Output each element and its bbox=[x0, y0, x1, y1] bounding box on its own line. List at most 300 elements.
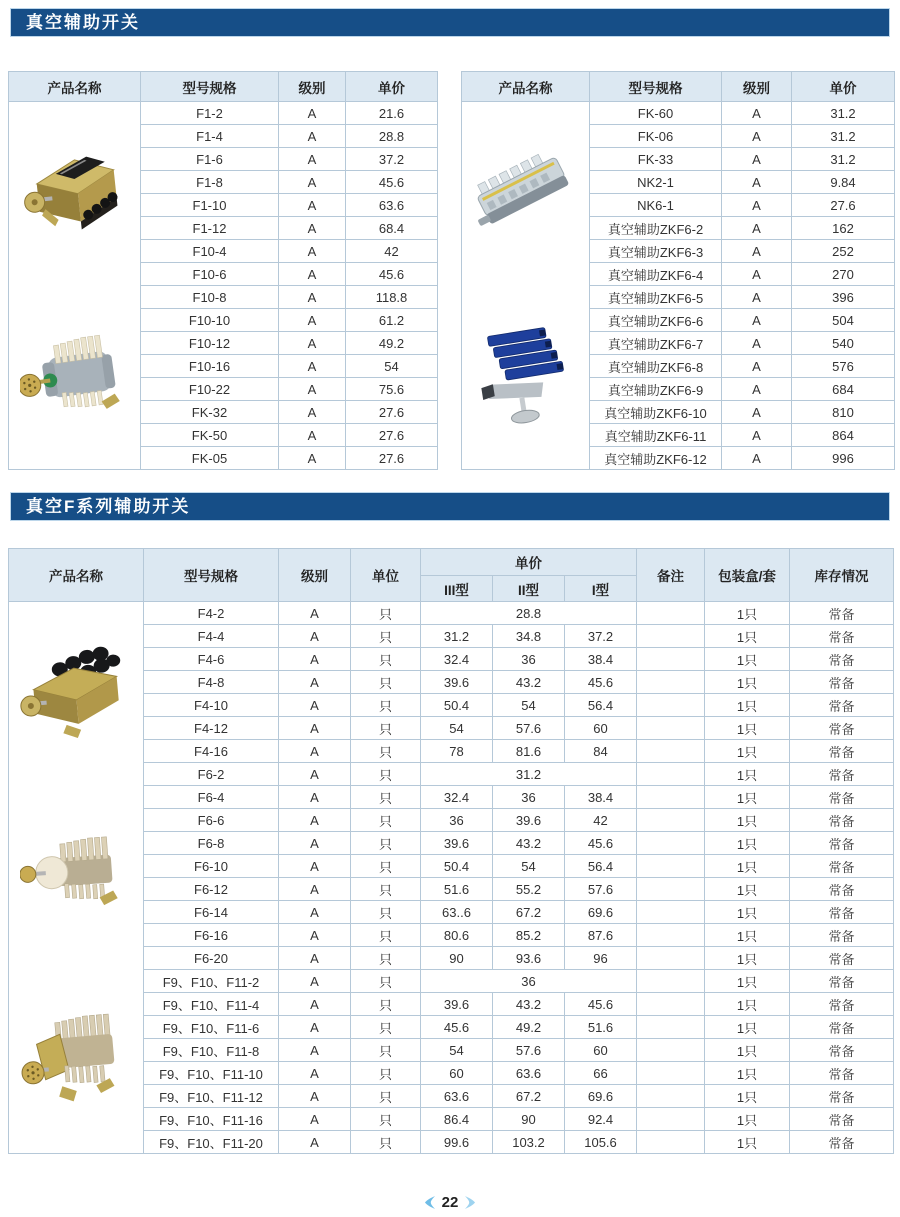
cell-price-type-ii: 43.2 bbox=[493, 832, 565, 855]
cell-grade: A bbox=[722, 217, 792, 240]
cell-price-type-ii: 36 bbox=[493, 786, 565, 809]
f1-series-switch-photo bbox=[22, 144, 128, 244]
cell-note bbox=[637, 809, 705, 832]
cell-note bbox=[637, 1062, 705, 1085]
cell-price-type-iii: 63..6 bbox=[421, 901, 493, 924]
cell-grade: A bbox=[722, 102, 792, 125]
cell-price-type-i: 69.6 bbox=[565, 901, 637, 924]
cell-grade: A bbox=[279, 763, 351, 786]
cell-note bbox=[637, 924, 705, 947]
cell-unit: 只 bbox=[351, 970, 421, 993]
cell-price-type-ii: 43.2 bbox=[493, 993, 565, 1016]
cell-note bbox=[637, 763, 705, 786]
col-header-note: 备注 bbox=[637, 549, 705, 602]
cell-pack: 1只 bbox=[705, 901, 790, 924]
cell-model: F1-12 bbox=[141, 217, 279, 240]
cell-model: F9、F10、F11-6 bbox=[144, 1016, 279, 1039]
cell-note bbox=[637, 832, 705, 855]
cell-model: F4-2 bbox=[144, 602, 279, 625]
cell-price-type-i: 37.2 bbox=[565, 625, 637, 648]
cell-price: 118.8 bbox=[346, 286, 438, 309]
section2-title-bar bbox=[10, 492, 890, 521]
cell-price: 162 bbox=[792, 217, 895, 240]
cell-grade: A bbox=[279, 878, 351, 901]
cell-grade: A bbox=[722, 309, 792, 332]
cell-price-type-ii: 81.6 bbox=[493, 740, 565, 763]
cell-unit: 只 bbox=[351, 832, 421, 855]
cell-price-type-iii: 39.6 bbox=[421, 993, 493, 1016]
cell-note bbox=[637, 648, 705, 671]
cell-grade: A bbox=[722, 401, 792, 424]
cell-grade: A bbox=[279, 447, 346, 470]
section1-title: 真空辅助开关 bbox=[26, 13, 140, 32]
cell-unit: 只 bbox=[351, 1131, 421, 1154]
cell-price-type-iii: 78 bbox=[421, 740, 493, 763]
product-photo-cell bbox=[9, 102, 141, 470]
cell-grade: A bbox=[279, 1016, 351, 1039]
cell-stock: 常备 bbox=[790, 1016, 894, 1039]
cell-price-type-ii: 54 bbox=[493, 855, 565, 878]
product-photo-stack bbox=[9, 602, 143, 1153]
cell-stock: 常备 bbox=[790, 878, 894, 901]
cell-price: 63.6 bbox=[346, 194, 438, 217]
cell-model: F4-10 bbox=[144, 694, 279, 717]
cell-price-type-i: 56.4 bbox=[565, 855, 637, 878]
cell-price-type-i: 38.4 bbox=[565, 786, 637, 809]
cell-stock: 常备 bbox=[790, 786, 894, 809]
cell-grade: A bbox=[279, 970, 351, 993]
cell-model: F6-16 bbox=[144, 924, 279, 947]
cell-grade: A bbox=[279, 240, 346, 263]
cell-price: 54 bbox=[346, 355, 438, 378]
cell-grade: A bbox=[279, 740, 351, 763]
cell-pack: 1只 bbox=[705, 1039, 790, 1062]
cell-pack: 1只 bbox=[705, 993, 790, 1016]
cell-model: F6-4 bbox=[144, 786, 279, 809]
cell-note bbox=[637, 901, 705, 924]
cell-stock: 常备 bbox=[790, 671, 894, 694]
cell-price: 576 bbox=[792, 355, 895, 378]
section1-tables bbox=[8, 71, 900, 470]
cell-model: F1-4 bbox=[141, 125, 279, 148]
section1-title-bar bbox=[10, 8, 890, 37]
cell-unit: 只 bbox=[351, 1085, 421, 1108]
cell-model: F10-8 bbox=[141, 286, 279, 309]
cell-model: 真空辅助ZKF6-4 bbox=[590, 263, 722, 286]
cell-price-type-iii: 54 bbox=[421, 717, 493, 740]
cell-unit: 只 bbox=[351, 901, 421, 924]
cell-price: 252 bbox=[792, 240, 895, 263]
cell-grade: A bbox=[279, 286, 346, 309]
cell-model: F9、F10、F11-20 bbox=[144, 1131, 279, 1154]
cell-pack: 1只 bbox=[705, 1016, 790, 1039]
col-header-type-iii: III型 bbox=[421, 576, 493, 602]
col-header-stock: 库存情况 bbox=[790, 549, 894, 602]
cell-stock: 常备 bbox=[790, 763, 894, 786]
cell-price: 27.6 bbox=[792, 194, 895, 217]
cell-model: F6-14 bbox=[144, 901, 279, 924]
cell-grade: A bbox=[722, 148, 792, 171]
cell-pack: 1只 bbox=[705, 648, 790, 671]
cell-grade: A bbox=[279, 855, 351, 878]
cell-model: F1-8 bbox=[141, 171, 279, 194]
cell-price-type-iii: 32.4 bbox=[421, 648, 493, 671]
cell-grade: A bbox=[279, 1062, 351, 1085]
cell-price: 45.6 bbox=[346, 263, 438, 286]
cell-model: F1-6 bbox=[141, 148, 279, 171]
cell-model: F6-20 bbox=[144, 947, 279, 970]
cell-price: 684 bbox=[792, 378, 895, 401]
cell-grade: A bbox=[279, 924, 351, 947]
cell-model: F1-10 bbox=[141, 194, 279, 217]
cell-grade: A bbox=[279, 947, 351, 970]
table-row bbox=[462, 102, 895, 125]
cell-price-type-i: 87.6 bbox=[565, 924, 637, 947]
cell-stock: 常备 bbox=[790, 970, 894, 993]
cell-price-merged: 31.2 bbox=[421, 763, 637, 786]
cell-unit: 只 bbox=[351, 717, 421, 740]
cell-price: 270 bbox=[792, 263, 895, 286]
cell-price-type-ii: 55.2 bbox=[493, 878, 565, 901]
cell-model: 真空辅助ZKF6-5 bbox=[590, 286, 722, 309]
cell-grade: A bbox=[279, 1039, 351, 1062]
cell-unit: 只 bbox=[351, 602, 421, 625]
table-row bbox=[9, 102, 438, 125]
cell-model: F10-6 bbox=[141, 263, 279, 286]
col-header-grade: 级别 bbox=[722, 72, 792, 102]
cell-pack: 1只 bbox=[705, 763, 790, 786]
cell-price-type-ii: 39.6 bbox=[493, 809, 565, 832]
cell-price: 75.6 bbox=[346, 378, 438, 401]
cell-model: 真空辅助ZKF6-7 bbox=[590, 332, 722, 355]
cell-stock: 常备 bbox=[790, 694, 894, 717]
cell-model: 真空辅助ZKF6-10 bbox=[590, 401, 722, 424]
cell-model: NK2-1 bbox=[590, 171, 722, 194]
cell-model: F6-6 bbox=[144, 809, 279, 832]
cell-price: 396 bbox=[792, 286, 895, 309]
cell-price-type-ii: 63.6 bbox=[493, 1062, 565, 1085]
cell-price-type-iii: 86.4 bbox=[421, 1108, 493, 1131]
cell-note bbox=[637, 694, 705, 717]
cell-price-type-i: 66 bbox=[565, 1062, 637, 1085]
cell-grade: A bbox=[279, 148, 346, 171]
cell-price-type-iii: 63.6 bbox=[421, 1085, 493, 1108]
cell-grade: A bbox=[279, 1108, 351, 1131]
cell-price: 31.2 bbox=[792, 125, 895, 148]
product-photo-stack bbox=[462, 102, 589, 469]
cell-unit: 只 bbox=[351, 993, 421, 1016]
f9-f10-f11-series-switch-photo bbox=[20, 1007, 132, 1111]
cell-pack: 1只 bbox=[705, 625, 790, 648]
cell-price-merged: 36 bbox=[421, 970, 637, 993]
cell-price-type-iii: 54 bbox=[421, 1039, 493, 1062]
cell-grade: A bbox=[279, 809, 351, 832]
cell-grade: A bbox=[722, 194, 792, 217]
cell-price-type-iii: 60 bbox=[421, 1062, 493, 1085]
cell-price-type-i: 45.6 bbox=[565, 993, 637, 1016]
cell-price-type-i: 56.4 bbox=[565, 694, 637, 717]
section1-right-table bbox=[461, 71, 895, 470]
cell-grade: A bbox=[279, 263, 346, 286]
cell-grade: A bbox=[279, 648, 351, 671]
cell-model: F9、F10、F11-16 bbox=[144, 1108, 279, 1131]
cell-price-type-ii: 49.2 bbox=[493, 1016, 565, 1039]
cell-price: 28.8 bbox=[346, 125, 438, 148]
cell-price-type-iii: 50.4 bbox=[421, 855, 493, 878]
cell-price-type-ii: 57.6 bbox=[493, 1039, 565, 1062]
col-header-pack: 包装盒/套 bbox=[705, 549, 790, 602]
cell-model: 真空辅助ZKF6-2 bbox=[590, 217, 722, 240]
cell-price-type-i: 42 bbox=[565, 809, 637, 832]
cell-pack: 1只 bbox=[705, 717, 790, 740]
cell-unit: 只 bbox=[351, 1016, 421, 1039]
cell-price-type-i: 96 bbox=[565, 947, 637, 970]
cell-grade: A bbox=[279, 694, 351, 717]
cell-grade: A bbox=[279, 378, 346, 401]
cell-price: 61.2 bbox=[346, 309, 438, 332]
cell-model: F4-16 bbox=[144, 740, 279, 763]
cell-price-type-ii: 43.2 bbox=[493, 671, 565, 694]
cell-model: FK-32 bbox=[141, 401, 279, 424]
cell-stock: 常备 bbox=[790, 855, 894, 878]
cell-pack: 1只 bbox=[705, 809, 790, 832]
cell-price-type-ii: 103.2 bbox=[493, 1131, 565, 1154]
cell-grade: A bbox=[279, 832, 351, 855]
cell-grade: A bbox=[279, 786, 351, 809]
cell-model: F9、F10、F11-10 bbox=[144, 1062, 279, 1085]
cell-grade: A bbox=[722, 332, 792, 355]
cell-grade: A bbox=[279, 401, 346, 424]
col-header-type-ii: II型 bbox=[493, 576, 565, 602]
cell-unit: 只 bbox=[351, 1062, 421, 1085]
cell-model: 真空辅助ZKF6-12 bbox=[590, 447, 722, 470]
cell-price: 540 bbox=[792, 332, 895, 355]
cell-model: F4-6 bbox=[144, 648, 279, 671]
cell-stock: 常备 bbox=[790, 1085, 894, 1108]
cell-stock: 常备 bbox=[790, 1131, 894, 1154]
cell-price-type-i: 60 bbox=[565, 717, 637, 740]
cell-price: 504 bbox=[792, 309, 895, 332]
cell-pack: 1只 bbox=[705, 1062, 790, 1085]
cell-pack: 1只 bbox=[705, 970, 790, 993]
section2-table bbox=[8, 548, 894, 1154]
cell-model: F10-16 bbox=[141, 355, 279, 378]
next-page-icon bbox=[463, 1195, 476, 1210]
cell-price-type-ii: 93.6 bbox=[493, 947, 565, 970]
cell-price-type-ii: 54 bbox=[493, 694, 565, 717]
cell-price: 49.2 bbox=[346, 332, 438, 355]
cell-stock: 常备 bbox=[790, 947, 894, 970]
cell-stock: 常备 bbox=[790, 901, 894, 924]
f4-series-switch-photo bbox=[20, 644, 132, 744]
cell-unit: 只 bbox=[351, 809, 421, 832]
product-photo-cell bbox=[9, 602, 144, 1154]
f10-series-switch-photo bbox=[20, 327, 130, 427]
cell-price-type-iii: 90 bbox=[421, 947, 493, 970]
cell-stock: 常备 bbox=[790, 602, 894, 625]
col-header-model-spec: 型号规格 bbox=[144, 549, 279, 602]
cell-model: 真空辅助ZKF6-11 bbox=[590, 424, 722, 447]
cell-pack: 1只 bbox=[705, 671, 790, 694]
cell-stock: 常备 bbox=[790, 625, 894, 648]
cell-price-type-iii: 51.6 bbox=[421, 878, 493, 901]
cell-grade: A bbox=[279, 125, 346, 148]
cell-model: F6-10 bbox=[144, 855, 279, 878]
cell-pack: 1只 bbox=[705, 832, 790, 855]
cell-model: F1-2 bbox=[141, 102, 279, 125]
cell-pack: 1只 bbox=[705, 855, 790, 878]
cell-stock: 常备 bbox=[790, 648, 894, 671]
cell-stock: 常备 bbox=[790, 832, 894, 855]
cell-price-type-iii: 39.6 bbox=[421, 832, 493, 855]
cell-price: 21.6 bbox=[346, 102, 438, 125]
cell-model: F6-2 bbox=[144, 763, 279, 786]
cell-model: F6-8 bbox=[144, 832, 279, 855]
cell-note bbox=[637, 717, 705, 740]
col-header-grade: 级别 bbox=[279, 549, 351, 602]
cell-model: 真空辅助ZKF6-9 bbox=[590, 378, 722, 401]
cell-model: NK6-1 bbox=[590, 194, 722, 217]
cell-note bbox=[637, 1108, 705, 1131]
cell-price: 31.2 bbox=[792, 148, 895, 171]
col-header-model-spec: 型号规格 bbox=[141, 72, 279, 102]
cell-note bbox=[637, 671, 705, 694]
cell-pack: 1只 bbox=[705, 947, 790, 970]
cell-pack: 1只 bbox=[705, 740, 790, 763]
cell-price-type-i: 45.6 bbox=[565, 671, 637, 694]
cell-grade: A bbox=[279, 102, 346, 125]
col-header-model-spec: 型号规格 bbox=[590, 72, 722, 102]
cell-price: 27.6 bbox=[346, 401, 438, 424]
cell-price-type-i: 92.4 bbox=[565, 1108, 637, 1131]
cell-pack: 1只 bbox=[705, 694, 790, 717]
col-header-unit: 单位 bbox=[351, 549, 421, 602]
cell-unit: 只 bbox=[351, 740, 421, 763]
col-header-unit-price-group: 单价 bbox=[421, 549, 637, 576]
cell-model: F10-10 bbox=[141, 309, 279, 332]
cell-model: FK-60 bbox=[590, 102, 722, 125]
cell-grade: A bbox=[722, 378, 792, 401]
cell-price: 37.2 bbox=[346, 148, 438, 171]
cell-note bbox=[637, 855, 705, 878]
f6-series-switch-photo bbox=[20, 827, 132, 923]
cell-unit: 只 bbox=[351, 878, 421, 901]
table-header-row bbox=[9, 549, 894, 576]
cell-note bbox=[637, 1131, 705, 1154]
cell-grade: A bbox=[722, 240, 792, 263]
cell-grade: A bbox=[279, 901, 351, 924]
cell-model: FK-33 bbox=[590, 148, 722, 171]
cell-stock: 常备 bbox=[790, 1108, 894, 1131]
section1-right-table-body bbox=[462, 102, 895, 470]
cell-model: 真空辅助ZKF6-3 bbox=[590, 240, 722, 263]
cell-grade: A bbox=[279, 1131, 351, 1154]
cell-stock: 常备 bbox=[790, 740, 894, 763]
product-photo-stack bbox=[9, 102, 140, 469]
table-header-row bbox=[9, 72, 438, 102]
cell-price: 9.84 bbox=[792, 171, 895, 194]
cell-price-type-i: 45.6 bbox=[565, 832, 637, 855]
col-header-unit-price: 单价 bbox=[346, 72, 438, 102]
cell-grade: A bbox=[279, 625, 351, 648]
cell-model: F4-12 bbox=[144, 717, 279, 740]
cell-model: FK-50 bbox=[141, 424, 279, 447]
cell-note bbox=[637, 602, 705, 625]
section1-left-table-body bbox=[9, 102, 438, 470]
cell-grade: A bbox=[722, 447, 792, 470]
fk-terminal-block-photo bbox=[470, 140, 582, 244]
cell-grade: A bbox=[722, 125, 792, 148]
cell-price: 864 bbox=[792, 424, 895, 447]
cell-price: 27.6 bbox=[346, 424, 438, 447]
cell-note bbox=[637, 970, 705, 993]
cell-price-type-iii: 39.6 bbox=[421, 671, 493, 694]
cell-note bbox=[637, 878, 705, 901]
col-header-grade: 级别 bbox=[279, 72, 346, 102]
cell-stock: 常备 bbox=[790, 809, 894, 832]
section1-left-table bbox=[8, 71, 438, 470]
cell-pack: 1只 bbox=[705, 1108, 790, 1131]
cell-grade: A bbox=[279, 993, 351, 1016]
cell-model: F4-4 bbox=[144, 625, 279, 648]
cell-note bbox=[637, 786, 705, 809]
cell-unit: 只 bbox=[351, 786, 421, 809]
cell-stock: 常备 bbox=[790, 924, 894, 947]
cell-grade: A bbox=[279, 355, 346, 378]
cell-grade: A bbox=[279, 717, 351, 740]
zkf6-blue-switch-photo bbox=[472, 321, 580, 431]
cell-unit: 只 bbox=[351, 947, 421, 970]
page-number: 22 bbox=[441, 1194, 459, 1211]
cell-price: 68.4 bbox=[346, 217, 438, 240]
cell-stock: 常备 bbox=[790, 1039, 894, 1062]
cell-pack: 1只 bbox=[705, 878, 790, 901]
cell-unit: 只 bbox=[351, 648, 421, 671]
cell-model: FK-06 bbox=[590, 125, 722, 148]
cell-price-type-iii: 99.6 bbox=[421, 1131, 493, 1154]
cell-unit: 只 bbox=[351, 671, 421, 694]
prev-page-icon bbox=[424, 1195, 437, 1210]
cell-grade: A bbox=[279, 332, 346, 355]
cell-price-type-ii: 36 bbox=[493, 648, 565, 671]
cell-pack: 1只 bbox=[705, 602, 790, 625]
cell-note bbox=[637, 1016, 705, 1039]
cell-price-type-i: 105.6 bbox=[565, 1131, 637, 1154]
cell-price-merged: 28.8 bbox=[421, 602, 637, 625]
cell-pack: 1只 bbox=[705, 786, 790, 809]
cell-price-type-ii: 67.2 bbox=[493, 1085, 565, 1108]
cell-stock: 常备 bbox=[790, 993, 894, 1016]
section2-title: 真空F系列辅助开关 bbox=[26, 497, 191, 516]
col-header-unit-price: 单价 bbox=[792, 72, 895, 102]
page-footer bbox=[0, 1194, 900, 1211]
cell-grade: A bbox=[279, 602, 351, 625]
cell-price-type-iii: 31.2 bbox=[421, 625, 493, 648]
cell-note bbox=[637, 993, 705, 1016]
cell-model: F4-8 bbox=[144, 671, 279, 694]
cell-grade: A bbox=[279, 171, 346, 194]
cell-model: F10-4 bbox=[141, 240, 279, 263]
cell-price-type-i: 84 bbox=[565, 740, 637, 763]
cell-price-type-ii: 34.8 bbox=[493, 625, 565, 648]
cell-price-type-ii: 57.6 bbox=[493, 717, 565, 740]
cell-grade: A bbox=[722, 171, 792, 194]
cell-unit: 只 bbox=[351, 1108, 421, 1131]
cell-unit: 只 bbox=[351, 694, 421, 717]
cell-model: F6-12 bbox=[144, 878, 279, 901]
cell-price-type-i: 69.6 bbox=[565, 1085, 637, 1108]
product-photo-cell bbox=[462, 102, 590, 470]
